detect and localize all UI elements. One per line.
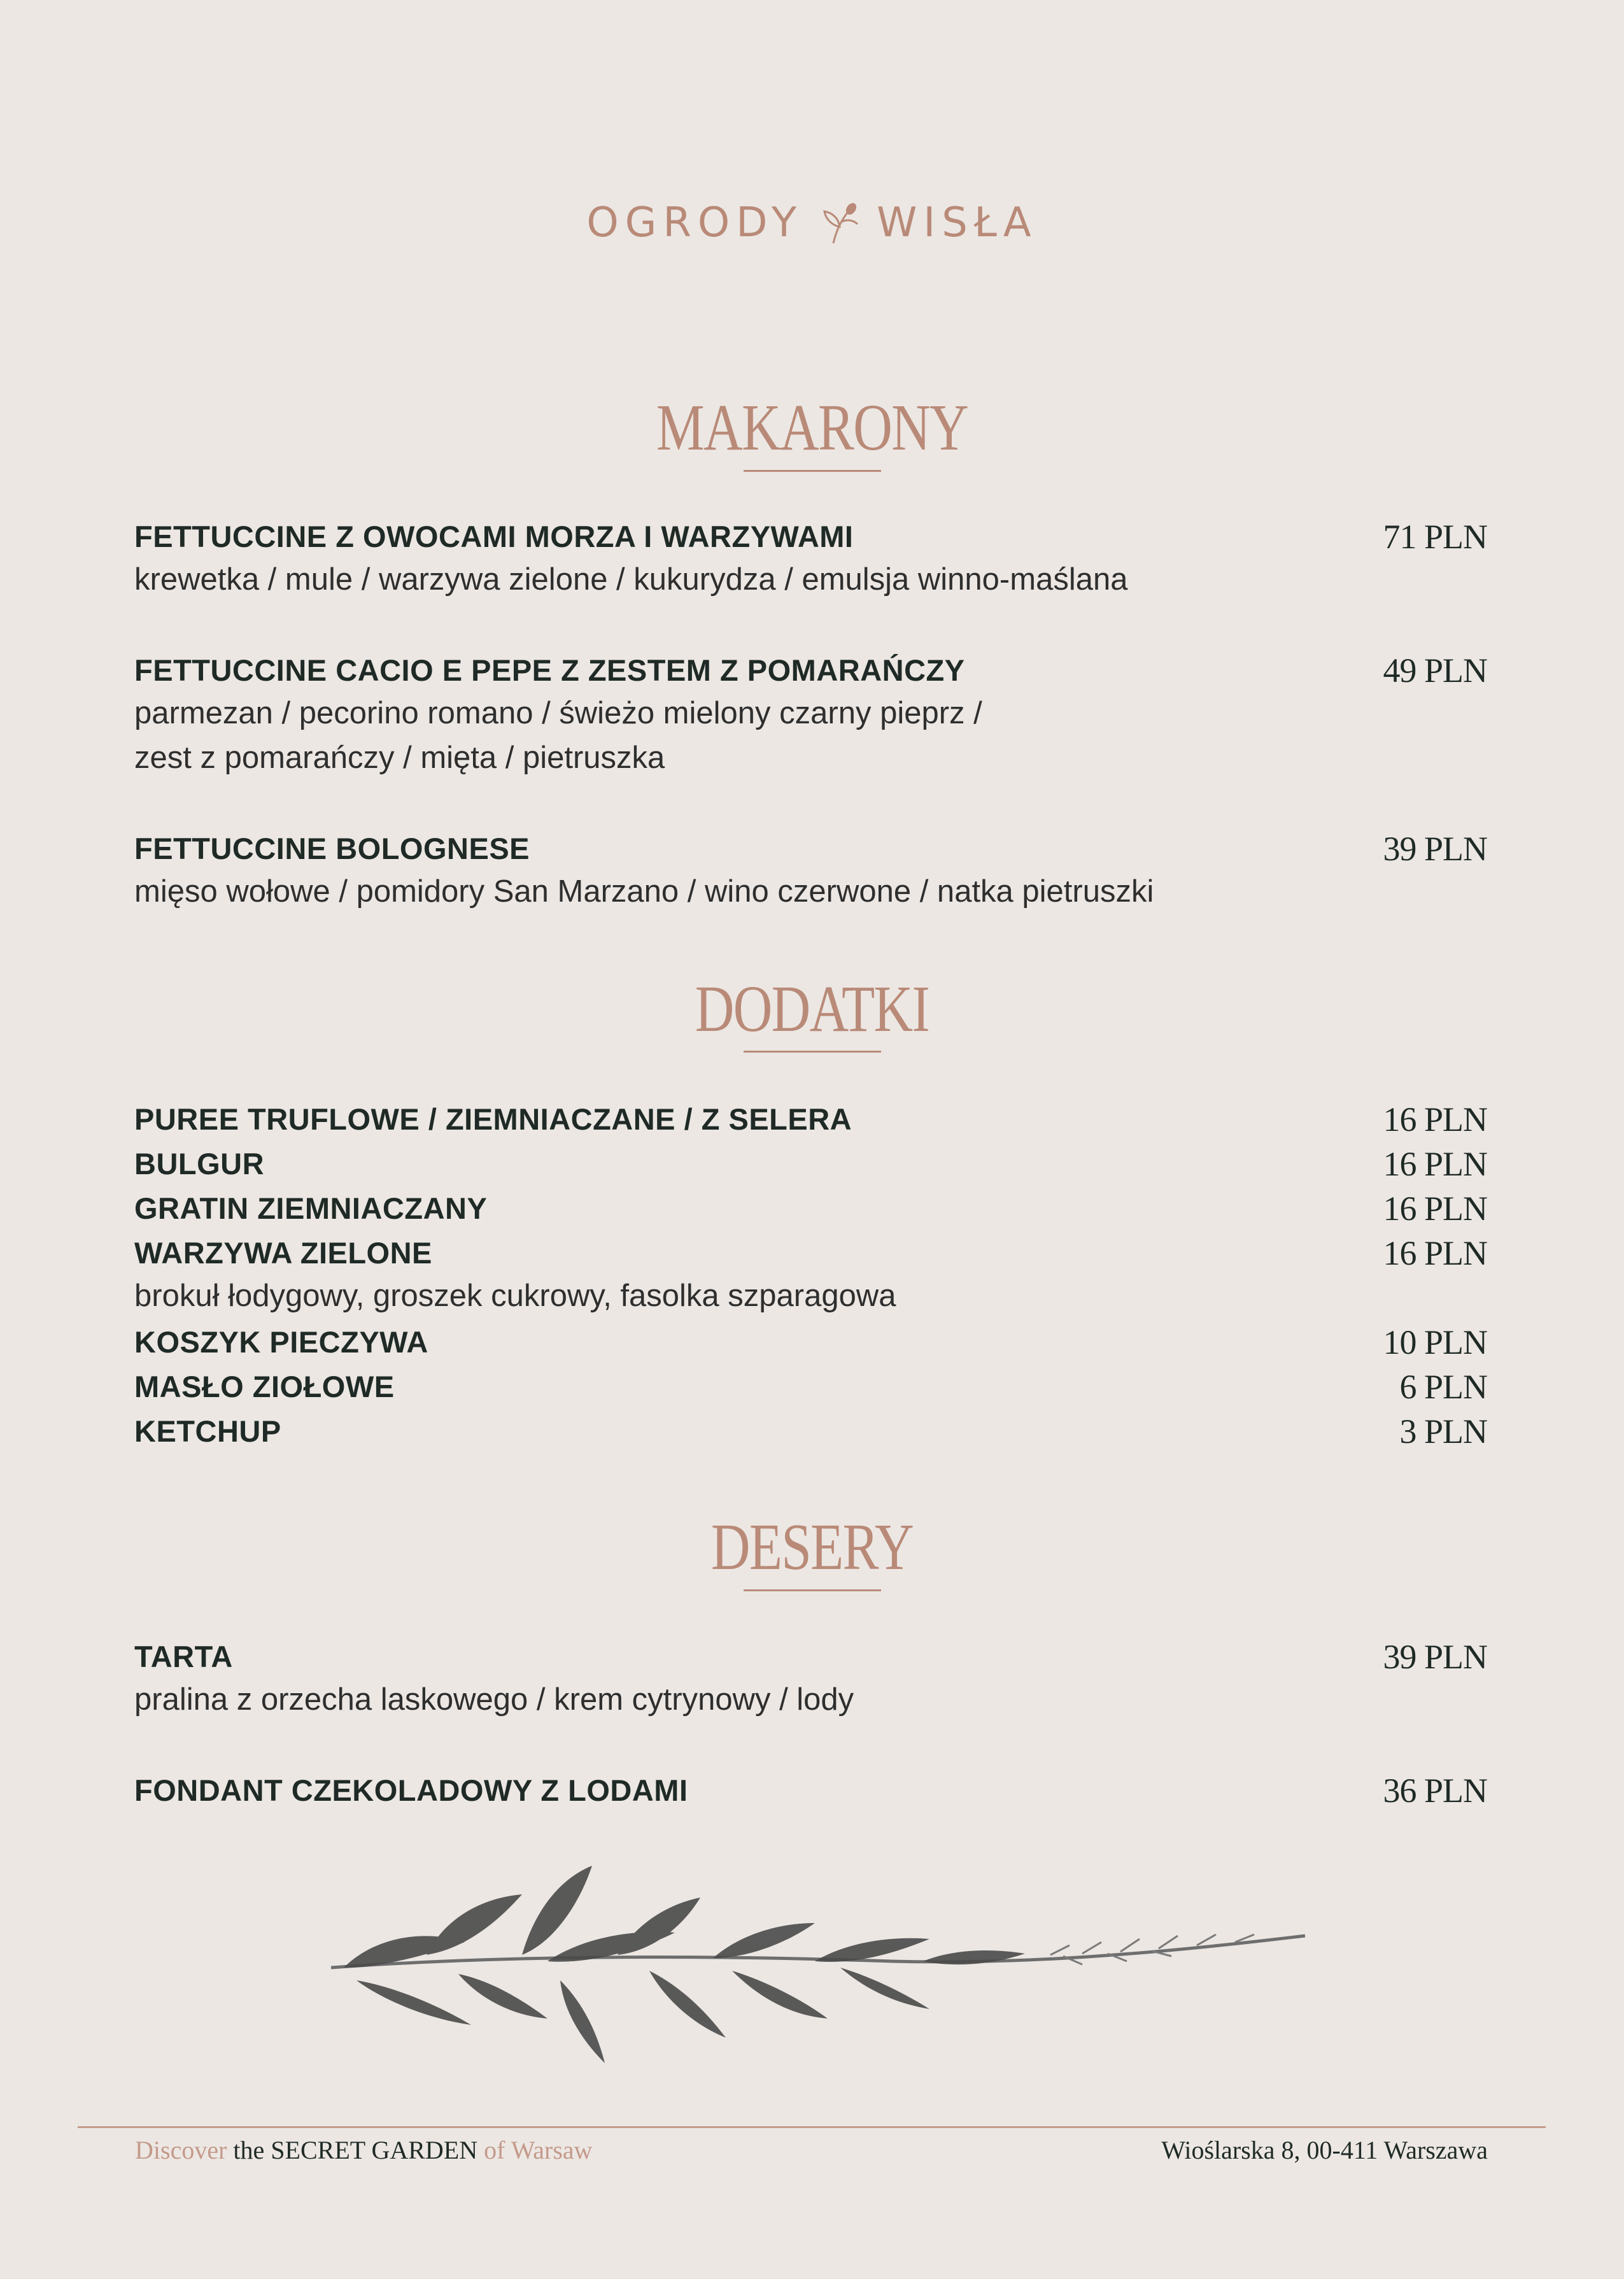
brand-logo [0,197,1624,248]
tagline-discover: Discover [135,2136,227,2164]
menu-item-price: 49 PLN [1383,651,1487,690]
section-title-makarony: MAKARONY [656,391,968,464]
menu-item-price: 16 PLN [1383,1145,1487,1183]
menu-item-name: KETCHUP [134,1414,281,1448]
section-title-dodatki: DODATKI [695,972,929,1046]
menu-item-name: FONDANT CZEKOLADOWY Z LODAMI [134,1773,688,1807]
menu-item-price: 36 PLN [1383,1771,1487,1810]
tagline-secret-garden: the SECRET GARDEN [233,2136,478,2164]
menu-item-name: FETTUCCINE Z OWOCAMI MORZA I WARZYWAMI [134,520,854,553]
menu-item-price: 3 PLN [1399,1412,1487,1451]
sprig-icon [814,197,865,248]
tagline-warsaw: Warsaw [511,2136,593,2164]
brand-name-left: OGRODY [586,199,803,246]
menu-item-name: FETTUCCINE BOLOGNESE [134,832,530,865]
menu-item-description: parmezan / pecorino romano / świeżo mielony czarny pieprz / [134,696,982,730]
footer-tagline [135,2135,593,2165]
menu-item-name: BULGUR [134,1147,265,1181]
menu-item-price: 39 PLN [1383,1638,1487,1676]
menu-item-price: 16 PLN [1383,1100,1487,1139]
section-title-desery: DESERY [710,1510,914,1584]
menu-item-description: krewetka / mule / warzywa zielone / kukurydza / emulsja winno-maślana [134,562,1128,597]
menu-item-name: KOSZYK PIECZYWA [134,1325,428,1359]
footer-divider [78,2126,1546,2128]
menu-item-price: 16 PLN [1383,1189,1487,1228]
menu-item-description: pralina z orzecha laskowego / krem cytrynowy / lody [134,1682,854,1717]
section-divider [744,1589,881,1591]
menu-item-name: PUREE TRUFLOWE / ZIEMNIACZANE / Z SELERA [134,1102,852,1136]
menu-item-name: GRATIN ZIEMNIACZANY [134,1191,488,1225]
olive-branch-icon [318,1859,1311,2070]
menu-item-price: 71 PLN [1383,518,1487,556]
menu-item-description: mięso wołowe / pomidory San Marzano / wino czerwone / natka pietruszki [134,874,1154,909]
menu-item-description: brokuł łodygowy, groszek cukrowy, fasolka szparagowa [134,1279,896,1313]
menu-item-price: 10 PLN [1383,1323,1487,1361]
section-divider [744,1051,881,1053]
menu-item-name: FETTUCCINE CACIO E PEPE Z ZESTEM Z POMARAŃCZY [134,653,965,687]
menu-item-price: 6 PLN [1399,1368,1487,1406]
brand-name-right: WISŁA [877,199,1038,246]
menu-item-name: MASŁO ZIOŁOWE [134,1370,395,1403]
menu-item-name: WARZYWA ZIELONE [134,1236,432,1270]
menu-item-description: zest z pomarańczy / mięta / pietruszka [134,741,665,775]
menu-item-name: TARTA [134,1640,233,1673]
tagline-of: of [484,2136,505,2164]
menu-item-price: 16 PLN [1383,1234,1487,1272]
section-divider [744,470,881,472]
footer-address: Wioślarska 8, 00-411 Warszawa [1161,2136,1488,2164]
menu-item-price: 39 PLN [1383,830,1487,868]
